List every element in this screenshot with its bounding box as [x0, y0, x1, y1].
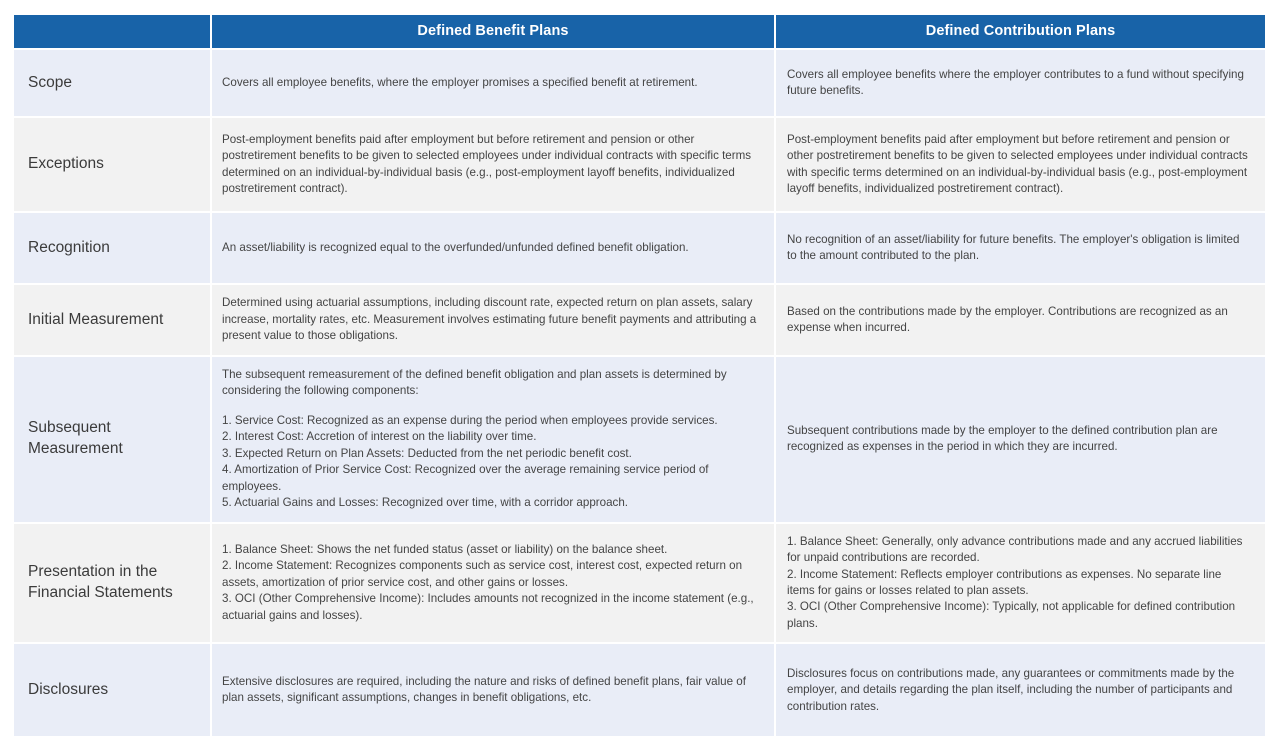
defined-benefit-cell — [212, 118, 774, 211]
defined-benefit-cell — [212, 213, 774, 283]
table-row — [14, 644, 1265, 736]
column-header-blank — [14, 15, 210, 48]
table-row — [14, 118, 1265, 211]
defined-benefit-text: 1. Balance Sheet: Shows the net funded status (asset or liability) on the balance sheet. 2. Income Statement: Recognizes components such as service cost, interest cost, expected return on assets, amortization of prior service cost, and other gains or losses. 3. OCI (Other Comprehensive Income): Includes amounts not recognized in the income statement (e.g., actuarial gains and losses). — [222, 542, 754, 622]
defined-contribution-cell — [776, 118, 1265, 211]
column-header-defined-benefit-plans: Defined Benefit Plans — [212, 15, 774, 48]
defined-contribution-cell — [776, 357, 1265, 522]
defined-contribution-text: Post-employment benefits paid after employment but before retirement and pension or other postretirement benefits to be given to selected employees under individual contracts with specific terms determined on an individual-by-individual basis (e.g., post-employment layoff benefits, individualized postretirement contract). — [787, 132, 1248, 195]
table-row — [14, 524, 1265, 643]
defined-benefit-cell — [212, 285, 774, 355]
defined-contribution-text: No recognition of an asset/liability for future benefits. The employer's obligation is limited to the amount contributed to the plan. — [787, 232, 1240, 262]
row-label: Recognition — [28, 238, 110, 256]
defined-benefit-text: Covers all employee benefits, where the employer promises a specified benefit at retirement. — [222, 75, 698, 89]
table-body — [14, 50, 1265, 736]
table-row — [14, 285, 1265, 355]
row-label: Presentation in the Financial Statements — [28, 563, 173, 601]
row-label-cell — [14, 357, 210, 522]
defined-contribution-cell — [776, 213, 1265, 283]
defined-benefit-text: The subsequent remeasurement of the defined benefit obligation and plan assets is determined by considering the following components: 1. Service Cost: Recognized as an expense during the period when employees provide services. 2. Interest Cost: Accretion of interest on the liability over time. 3. Expected Return on Plan Assets: Deducted from the net periodic benefit cost. 4. Amortization of Prior Service Cost: Recognized over the average remaining service period of employees. 5. Actuarial Gains and Losses: Recognized over time, with a corridor approach. — [222, 368, 727, 510]
row-label-cell — [14, 118, 210, 211]
defined-contribution-text: Covers all employee benefits where the employer contributes to a fund without specifying future benefits. — [787, 67, 1244, 97]
defined-benefit-vs-contribution-table — [12, 13, 1267, 738]
comparison-table-container — [12, 13, 1267, 738]
defined-contribution-text: Subsequent contributions made by the employer to the defined contribution plan are recognized as expenses in the period in which they are incurred. — [787, 423, 1218, 454]
table-header-row — [14, 15, 1265, 48]
table-row — [14, 213, 1265, 283]
table-row — [14, 357, 1265, 522]
row-label: Initial Measurement — [28, 310, 164, 328]
defined-contribution-cell — [776, 285, 1265, 355]
defined-benefit-cell — [212, 644, 774, 736]
defined-benefit-cell — [212, 357, 774, 522]
defined-benefit-text: An asset/liability is recognized equal to the overfunded/unfunded defined benefit obligation. — [222, 240, 689, 254]
defined-benefit-cell — [212, 524, 774, 643]
defined-contribution-cell — [776, 644, 1265, 736]
defined-contribution-text: 1. Balance Sheet: Generally, only advance contributions made and any accrued liabilities for unpaid contributions are recorded. 2. Income Statement: Reflects employer contributions as expenses. No separate line items for gains or losses related to plan assets. 3. OCI (Other Comprehensive Income): Typically, not applicable for defined contribution plans. — [787, 534, 1243, 630]
defined-contribution-cell — [776, 524, 1265, 643]
row-label: Disclosures — [28, 680, 109, 698]
defined-benefit-text: Extensive disclosures are required, including the nature and risks of defined benefit plans, fair value of plan assets, significant assumptions, changes in benefit obligations, etc. — [222, 674, 746, 705]
row-label-cell — [14, 644, 210, 736]
table-row — [14, 50, 1265, 116]
column-header-defined-contribution-plans: Defined Contribution Plans — [776, 15, 1265, 48]
row-label: Scope — [28, 73, 72, 91]
row-label: Subsequent Measurement — [28, 419, 123, 458]
row-label-cell — [14, 50, 210, 116]
row-label-cell — [14, 285, 210, 355]
defined-contribution-cell — [776, 50, 1265, 116]
defined-contribution-text: Disclosures focus on contributions made, any guarantees or commitments made by the employer, and details regarding the plan itself, including the number of participants and contribution rates. — [787, 666, 1235, 713]
row-label-cell — [14, 213, 210, 283]
defined-contribution-text: Based on the contributions made by the employer. Contributions are recognized as an expense when incurred. — [787, 304, 1228, 334]
row-label-cell — [14, 524, 210, 643]
defined-benefit-text: Determined using actuarial assumptions, including discount rate, expected return on plan assets, salary increase, mortality rates, etc. Measurement involves estimating future benefit payments and attributing a present value to those obligations. — [222, 296, 757, 343]
row-label: Exceptions — [28, 155, 104, 173]
table-header — [14, 15, 1265, 48]
defined-benefit-cell — [212, 50, 774, 116]
defined-benefit-text: Post-employment benefits paid after employment but before retirement and pension or other postretirement benefits to be given to selected employees under individual contracts with specific terms determined on an individual-by-individual basis (e.g., post-employment layoff benefits, individualized postretirement contract). — [222, 132, 752, 195]
